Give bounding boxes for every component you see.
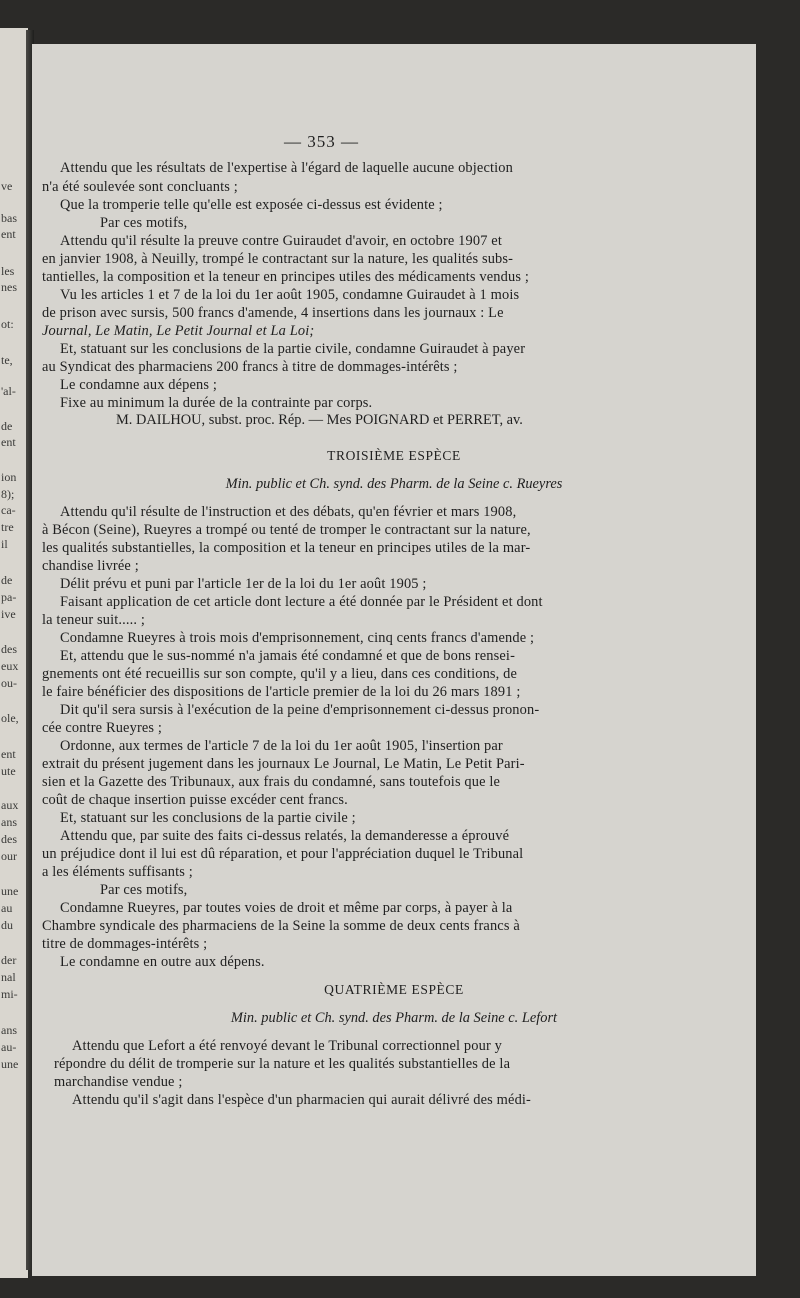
text-line: Le condamne en outre aux dépens. xyxy=(60,954,265,970)
margin-fragment: une xyxy=(1,1057,19,1071)
margin-fragment: il xyxy=(1,537,8,551)
text-line: Fixe au minimum la durée de la contrainte par corps. xyxy=(60,395,373,411)
text-line: Condamne Rueyres, par toutes voies de droit et même par corps, à payer à la xyxy=(60,900,513,916)
margin-fragment: our xyxy=(1,849,17,863)
margin-fragment: ans xyxy=(1,815,17,829)
text-line: Chambre syndicale des pharmaciens de la Seine la somme de deux cents francs à xyxy=(42,918,520,934)
text-line: répondre du délit de tromperie sur la nature et les qualités substantielles de la xyxy=(54,1056,511,1072)
margin-fragment: nes xyxy=(1,280,17,294)
margin-fragment: ent xyxy=(1,435,16,449)
text-line: sien et la Gazette des Tribunaux, aux frais du condamné, sans toutefois que le xyxy=(42,774,501,790)
document-page xyxy=(32,44,756,1276)
section-heading: QUATRIÈME ESPÈCE xyxy=(324,982,464,997)
margin-fragment: 'al- xyxy=(1,384,16,398)
text-line: extrait du présent jugement dans les journaux Le Journal, Le Matin, Le Petit Pari- xyxy=(42,756,525,772)
margin-fragment: ca- xyxy=(1,503,16,517)
text-line: Par ces motifs, xyxy=(100,882,188,898)
text-line: à Bécon (Seine), Rueyres a trompé ou tenté de tromper le contractant sur la nature, xyxy=(42,522,531,538)
text-line: Que la tromperie telle qu'elle est exposée ci-dessus est évidente ; xyxy=(60,197,443,213)
text-line: Attendu qu'il résulte la preuve contre Guiraudet d'avoir, en octobre 1907 et xyxy=(60,233,502,249)
margin-fragment: une xyxy=(1,884,19,898)
margin-fragment: te, xyxy=(1,353,13,367)
margin-fragment: bas xyxy=(1,211,17,225)
text-line: Attendu que Lefort a été renvoyé devant le Tribunal correctionnel pour y xyxy=(72,1038,502,1054)
text-line: Et, statuant sur les conclusions de la partie civile, condamne Guiraudet à payer xyxy=(60,341,526,357)
text-line: tantielles, la composition et la teneur en principes utiles des médicaments vendus ; xyxy=(42,269,529,285)
margin-fragment: de xyxy=(1,419,13,433)
case-caption: Min. public et Ch. synd. des Pharm. de la Seine c. Lefort xyxy=(230,1010,558,1026)
text-line: en janvier 1908, à Neuilly, trompé le contractant sur la nature, les qualités subs- xyxy=(42,251,514,267)
page-number: — 353 — xyxy=(284,132,359,151)
margin-fragment: ent xyxy=(1,227,16,241)
section-heading: TROISIÈME ESPÈCE xyxy=(327,448,461,463)
margin-fragment: ot: xyxy=(1,317,14,331)
text-line: Délit prévu et puni par l'article 1er de la loi du 1er août 1905 ; xyxy=(60,576,427,592)
text-line: Vu les articles 1 et 7 de la loi du 1er août 1905, condamne Guiraudet à 1 mois xyxy=(60,287,520,303)
margin-fragment: au xyxy=(1,901,13,915)
text-line: Journal, Le Matin, Le Petit Journal et La Loi; xyxy=(42,323,315,339)
margin-fragment: ole, xyxy=(1,711,19,725)
text-line: Attendu qu'il s'agit dans l'espèce d'un pharmacien qui aurait délivré des médi- xyxy=(72,1092,531,1108)
margin-fragment: ou- xyxy=(1,676,17,690)
text-line: Ordonne, aux termes de l'article 7 de la loi du 1er août 1905, l'insertion par xyxy=(60,738,503,754)
text-line: chandise livrée ; xyxy=(42,558,139,574)
text-line: Condamne Rueyres à trois mois d'emprisonnement, cinq cents francs d'amende ; xyxy=(60,630,535,646)
text-line: Attendu que, par suite des faits ci-dessus relatés, la demanderesse a éprouvé xyxy=(60,828,510,844)
margin-fragment: eux xyxy=(1,659,19,673)
text-line: titre de dommages-intérêts ; xyxy=(42,936,208,952)
margin-fragment: der xyxy=(1,953,17,967)
text-line: marchandise vendue ; xyxy=(54,1074,183,1090)
text-line: Faisant application de cet article dont lecture a été donnée par le Président et dont xyxy=(60,594,543,610)
margin-fragment: aux xyxy=(1,798,19,812)
text-line: les qualités substantielles, la composition et la teneur en principes utiles de la mar- xyxy=(42,540,531,556)
margin-fragment: 8); xyxy=(1,487,15,501)
text-line: Attendu que les résultats de l'expertise à l'égard de laquelle aucune objection xyxy=(60,160,513,176)
margin-fragment: ent xyxy=(1,747,16,761)
text-line: un préjudice dont il lui est dû réparation, et pour l'appréciation duquel le Tribunal xyxy=(42,846,524,862)
margin-fragment: de xyxy=(1,573,13,587)
margin-fragment: ve xyxy=(1,179,13,193)
text-line: le faire bénéficier des dispositions de l'article premier de la loi du 26 mars 1891 ; xyxy=(42,684,521,700)
margin-fragment: mi- xyxy=(1,987,18,1001)
margin-fragment: pa- xyxy=(1,590,17,604)
text-line: la teneur suit..... ; xyxy=(42,612,146,628)
signature-line: M. DAILHOU, subst. proc. Rép. — Mes POIGNARD et PERRET, av. xyxy=(116,412,523,428)
margin-fragment: du xyxy=(1,918,13,932)
case-caption: Min. public et Ch. synd. des Pharm. de la Seine c. Rueyres xyxy=(225,476,563,492)
text-line: Et, attendu que le sus-nommé n'a jamais été condamné et que de bons rensei- xyxy=(60,648,516,664)
margin-fragment: nal xyxy=(1,970,16,984)
margin-fragment: ive xyxy=(1,607,16,621)
margin-fragment: les xyxy=(1,264,15,278)
margin-fragment: ans xyxy=(1,1023,17,1037)
text-line: cée contre Rueyres ; xyxy=(42,720,163,736)
text-line: Attendu qu'il résulte de l'instruction et des débats, qu'en février et mars 1908, xyxy=(60,504,517,520)
margin-fragment: des xyxy=(1,642,17,656)
margin-fragment: ion xyxy=(1,470,17,484)
left-page-edge xyxy=(0,28,28,1278)
text-line: coût de chaque insertion puisse excéder cent francs. xyxy=(42,792,348,808)
margin-fragment: des xyxy=(1,832,17,846)
text-line: Par ces motifs, xyxy=(100,215,188,231)
margin-fragment: ute xyxy=(1,764,16,778)
text-line: Le condamne aux dépens ; xyxy=(60,377,218,393)
text-line: n'a été soulevée sont concluants ; xyxy=(42,179,238,195)
text-line: Et, statuant sur les conclusions de la partie civile ; xyxy=(60,810,356,826)
text-line: a les éléments suffisants ; xyxy=(42,864,193,880)
margin-fragment: au- xyxy=(1,1040,17,1054)
margin-fragment: tre xyxy=(1,520,14,534)
text-line: de prison avec sursis, 500 francs d'amende, 4 insertions dans les journaux : Le xyxy=(42,305,504,321)
text-line: gnements ont été recueillis sur son compte, qu'il y a lieu, dans ces conditions, de xyxy=(42,666,518,682)
text-line: Dit qu'il sera sursis à l'exécution de la peine d'emprisonnement ci-dessus pronon- xyxy=(60,702,540,718)
text-line: au Syndicat des pharmaciens 200 francs à titre de dommages-intérêts ; xyxy=(42,359,458,375)
